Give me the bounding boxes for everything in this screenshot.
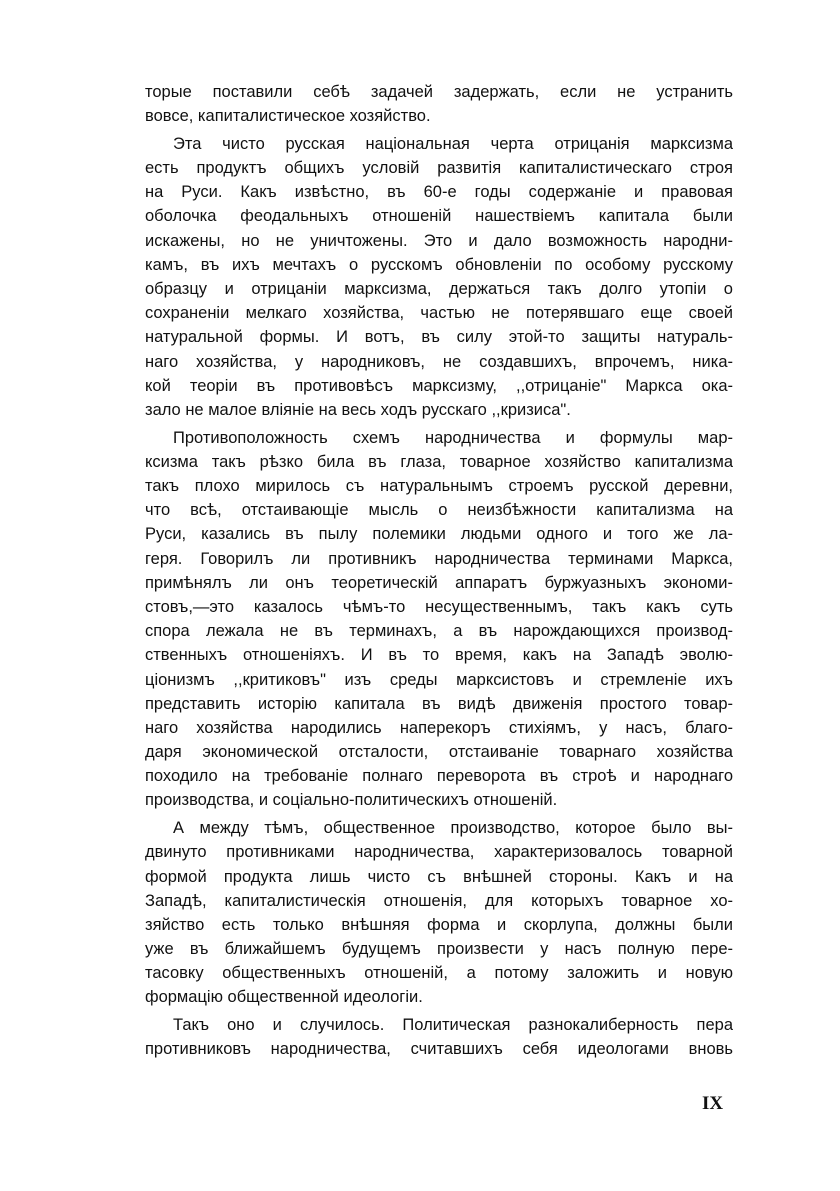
text-line: стовъ,—это казалось чѣмъ-то несущественнымъ, такъ какъ суть xyxy=(145,597,733,616)
text-line: Такъ оно и случилось. Политическая разнокалиберность пера xyxy=(173,1016,733,1035)
text-line: представить исторію капитала въ видѣ движенія простого товар- xyxy=(145,694,733,713)
page-text xyxy=(145,80,733,1062)
text-line: кой теоріи въ противовѣсъ марксизму, ,,отрицаніе" Маркса ока- xyxy=(145,376,733,395)
text-line: спора лежала не въ терминахъ, а въ нарождающихся производ- xyxy=(145,622,733,641)
text-line: Западѣ, капиталистическія отношенія, для которыхъ товарное хо- xyxy=(145,891,733,910)
text-line: зало не малое вліяніе на весь ходъ русскаго ,,кризиса". xyxy=(145,400,571,419)
text-line: что всѣ, отстаивающіе мысль о неизбѣжности капитализма на xyxy=(145,501,733,520)
text-line: противниковъ народничества, считавшихъ себя идеологами вновь xyxy=(145,1040,733,1059)
page-number: IX xyxy=(702,1093,724,1114)
text-line: ственныхъ отношеніяхъ. И въ то время, какъ на Западѣ эволю- xyxy=(145,646,733,665)
text-line: вовсе, капиталистическое хозяйство. xyxy=(145,107,431,126)
text-line: уже въ ближайшемъ будущемъ произвести у насъ полную пере- xyxy=(145,940,733,959)
text-line: натуральной формы. И вотъ, въ силу этой-то защиты натураль- xyxy=(145,328,733,347)
text-line: наго хозяйства народились наперекоръ стихіямъ, у насъ, благо- xyxy=(145,718,733,737)
text-line: оболочка феодальныхъ отношеній нашествіемъ капитала были xyxy=(145,207,733,226)
text-line: зяйство есть только внѣшняя форма и скорлупа, должны были xyxy=(145,915,733,934)
text-line: Противоположность схемъ народничества и формулы мар- xyxy=(173,428,733,447)
text-line: такъ плохо мирилось съ натуральнымъ строемъ русской деревни, xyxy=(145,477,733,495)
text-line: походило на требованіе полнаго переворота въ строѣ и народнаго xyxy=(145,767,733,786)
paragraph xyxy=(145,426,733,813)
text-line: ціонизмъ ,,критиковъ" изъ среды марксистовъ и стремленіе ихъ xyxy=(145,670,733,689)
text-line: на Руси. Какъ извѣстно, въ 60-е годы содержаніе и правовая xyxy=(145,183,733,202)
text-line: геря. Говорилъ ли противникъ народничества терминами Маркса, xyxy=(145,549,733,568)
text-line: формацію общественной идеологіи. xyxy=(145,988,423,1007)
text-line: образцу и отрицаніи марксизма, держаться такъ долго утопіи о xyxy=(145,280,733,298)
paragraph xyxy=(145,816,733,1010)
paragraph xyxy=(145,80,733,128)
text-line: камъ, въ ихъ мечтахъ о русскомъ обновленіи по особому русскому xyxy=(145,255,733,274)
paragraph xyxy=(145,132,733,422)
text-line: формой продукта лишь чисто съ внѣшней стороны. Какъ и на xyxy=(145,867,733,886)
text-line: торые поставили себѣ задачей задержать, если не устранить xyxy=(145,83,733,101)
text-line: производства, и соціально-политическихъ отношеній. xyxy=(145,791,558,810)
paragraph xyxy=(145,1013,733,1061)
text-line: А между тѣмъ, общественное производство, которое было вы- xyxy=(173,819,733,838)
text-line: Эта чисто русская національная черта отрицанія марксизма xyxy=(173,134,733,153)
text-line: тасовку общественныхъ отношеній, а потому заложить и новую xyxy=(145,964,733,983)
text-line: Руси, казались въ пылу полемики людьми одного и того же ла- xyxy=(145,525,733,544)
text-line: есть продуктъ общихъ условій развитія капиталистическаго строя xyxy=(145,159,733,178)
text-line: искажены, но не уничтожены. Это и дало возможность народни- xyxy=(145,231,733,250)
text-line: ксизма такъ рѣзко била въ глаза, товарное хозяйство капитализма xyxy=(145,452,733,471)
text-line: двинуто противниками народничества, характеризовалось товарной xyxy=(145,843,733,862)
text-line: наго хозяйства, у народниковъ, не создавшихъ, впрочемъ, ника- xyxy=(145,352,733,371)
text-line: сохраненіи мелкаго хозяйства, частью не потерявшаго еще своей xyxy=(145,304,733,323)
text-line: даря экономической отсталости, отстаиваніе товарнаго хозяйства xyxy=(145,743,733,762)
text-line: примѣнялъ ли онъ теоретическій аппаратъ буржуазныхъ экономи- xyxy=(145,573,733,592)
